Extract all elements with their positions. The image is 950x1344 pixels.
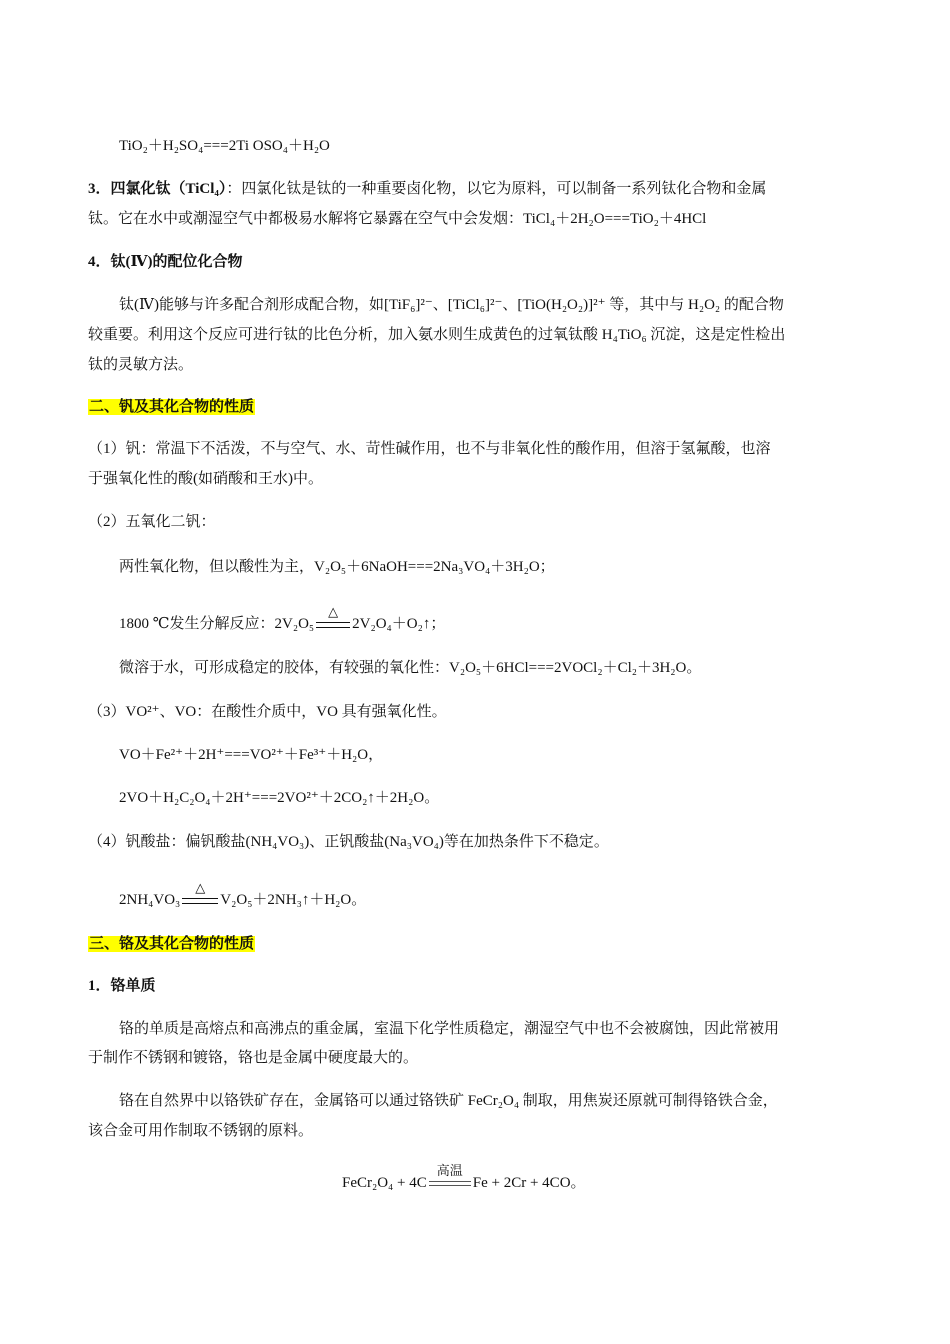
fecr2o4-right: Fe + 2Cr + 4CO。 [472, 1175, 586, 1191]
ti-sulfate-equation: TiO₂＋H₂SO₄===2Ti OSO₄＋H₂O [119, 138, 330, 154]
sec4-heading: 4．钛(Ⅳ)的配位化合物 [88, 254, 243, 270]
nh4vo3-right: V₂O₅＋2NH₃↑＋H₂O。 [220, 892, 367, 908]
v2o5-decomp-right: 2V₂O₄＋O₂↑； [352, 616, 446, 632]
fecr2o4-left: FeCr₂O₄ + 4C [342, 1175, 427, 1191]
chromium-section-title: 三、铬及其化合物的性质 [89, 936, 255, 952]
high-temp-arrow [429, 1164, 471, 1186]
cr-element-heading: 1．铬单质 [88, 978, 156, 994]
sec4-paragraph-line3: 钛的灵敏方法。 [88, 357, 194, 373]
heat-symbol: △ [195, 880, 206, 896]
sec3-text-b: 钛。它在水中或潮湿空气中都极易水解将它暴露在空气中会发烟：TiCl₄＋2H₂O===TiO₂＋4HCl [88, 211, 707, 227]
cr-paragraph1-line1: 铬的单质是高熔点和高沸点的重金属，室温下化学性质稳定，潮湿空气中也不会被腐蚀，因此常被用 [119, 1021, 780, 1037]
vo-oxalic-equation: 2VO＋H₂C₂O₄＋2H⁺===2VO²⁺＋2CO₂↑＋2H₂O。 [119, 790, 440, 806]
sec3-text-a: ：四氯化钛是钛的一种重要卤化物，以它为原料，可以制备一系列钛化合物和金属 [226, 181, 767, 197]
high-temp-label: 高温 [436, 1164, 463, 1180]
sec4-paragraph-line1: 钛(Ⅳ)能够与许多配合剂形成配合物，如[TiF₆]²⁻、[TiCl₆]²⁻、[TiO(H₂O₂)]²⁺ 等，其中与 H₂O₂ 的配合物 [119, 297, 784, 313]
heat-arrow [182, 880, 218, 904]
sec3-heading: 3．四氯化钛（TiCl₄） [88, 181, 227, 197]
nh4vo3-decomposition [119, 880, 367, 910]
cr-paragraph2-line1: 铬在自然界中以铬铁矿存在，金属铬可以通过铬铁矿 FeCr₂O₄ 制取，用焦炭还原就可制得铬铁合金， [119, 1093, 778, 1109]
fecr2o4-reduction-equation [342, 1164, 586, 1193]
vo-fe-equation: VO＋Fe²⁺＋2H⁺===VO²⁺＋Fe³⁺＋H₂O， [119, 747, 384, 763]
v-item3-heading: （3）VO²⁺、VO：在酸性介质中，VO 具有强氧化性。 [88, 704, 447, 720]
v2o5-decomposition [119, 604, 446, 634]
v-item1-line2: 于强氧化性的酸(如硝酸和王水)中。 [88, 471, 323, 487]
cr-paragraph2-line2: 该合金可用作制取不锈钢的原料。 [88, 1123, 314, 1139]
v2o5-hcl-equation: 微溶于水，可形成稳定的胶体，有较强的氧化性：V₂O₅＋6HCl===2VOCl₂＋Cl₂＋3H₂O。 [119, 660, 702, 676]
heat-symbol: △ [328, 604, 339, 620]
nh4vo3-left: 2NH₄VO₃ [119, 892, 181, 908]
cr-paragraph1-line2: 于制作不锈钢和镀铬，铬也是金属中硬度最大的。 [88, 1050, 419, 1066]
vanadium-section-title: 二、钒及其化合物的性质 [89, 399, 255, 415]
sec4-paragraph-line2: 较重要。利用这个反应可进行钛的比色分析，加入氨水则生成黄色的过氧钛酸 H₄TiO₆ 沉淀，这是定性检出 [88, 327, 786, 343]
v-item4-heading: （4）钒酸盐：偏钒酸盐(NH₄VO₃)、正钒酸盐(Na₃VO₄)等在加热条件下不稳定。 [88, 834, 609, 850]
v-item2-heading: （2）五氧化二钒： [88, 514, 216, 530]
v2o5-decomp-left: 1800 ℃发生分解反应：2V₂O₅ [119, 616, 315, 632]
v-item1-line1: （1）钒：常温下不活泼，不与空气、水、苛性碱作用，也不与非氧化性的酸作用，但溶于氢氟酸，也溶 [88, 441, 771, 457]
v2o5-naoh-equation: 两性氧化物，但以酸性为主，V₂O₅＋6NaOH===2Na₃VO₄＋3H₂O； [119, 559, 555, 575]
heat-arrow [316, 604, 350, 628]
sec3-line1 [88, 179, 766, 199]
